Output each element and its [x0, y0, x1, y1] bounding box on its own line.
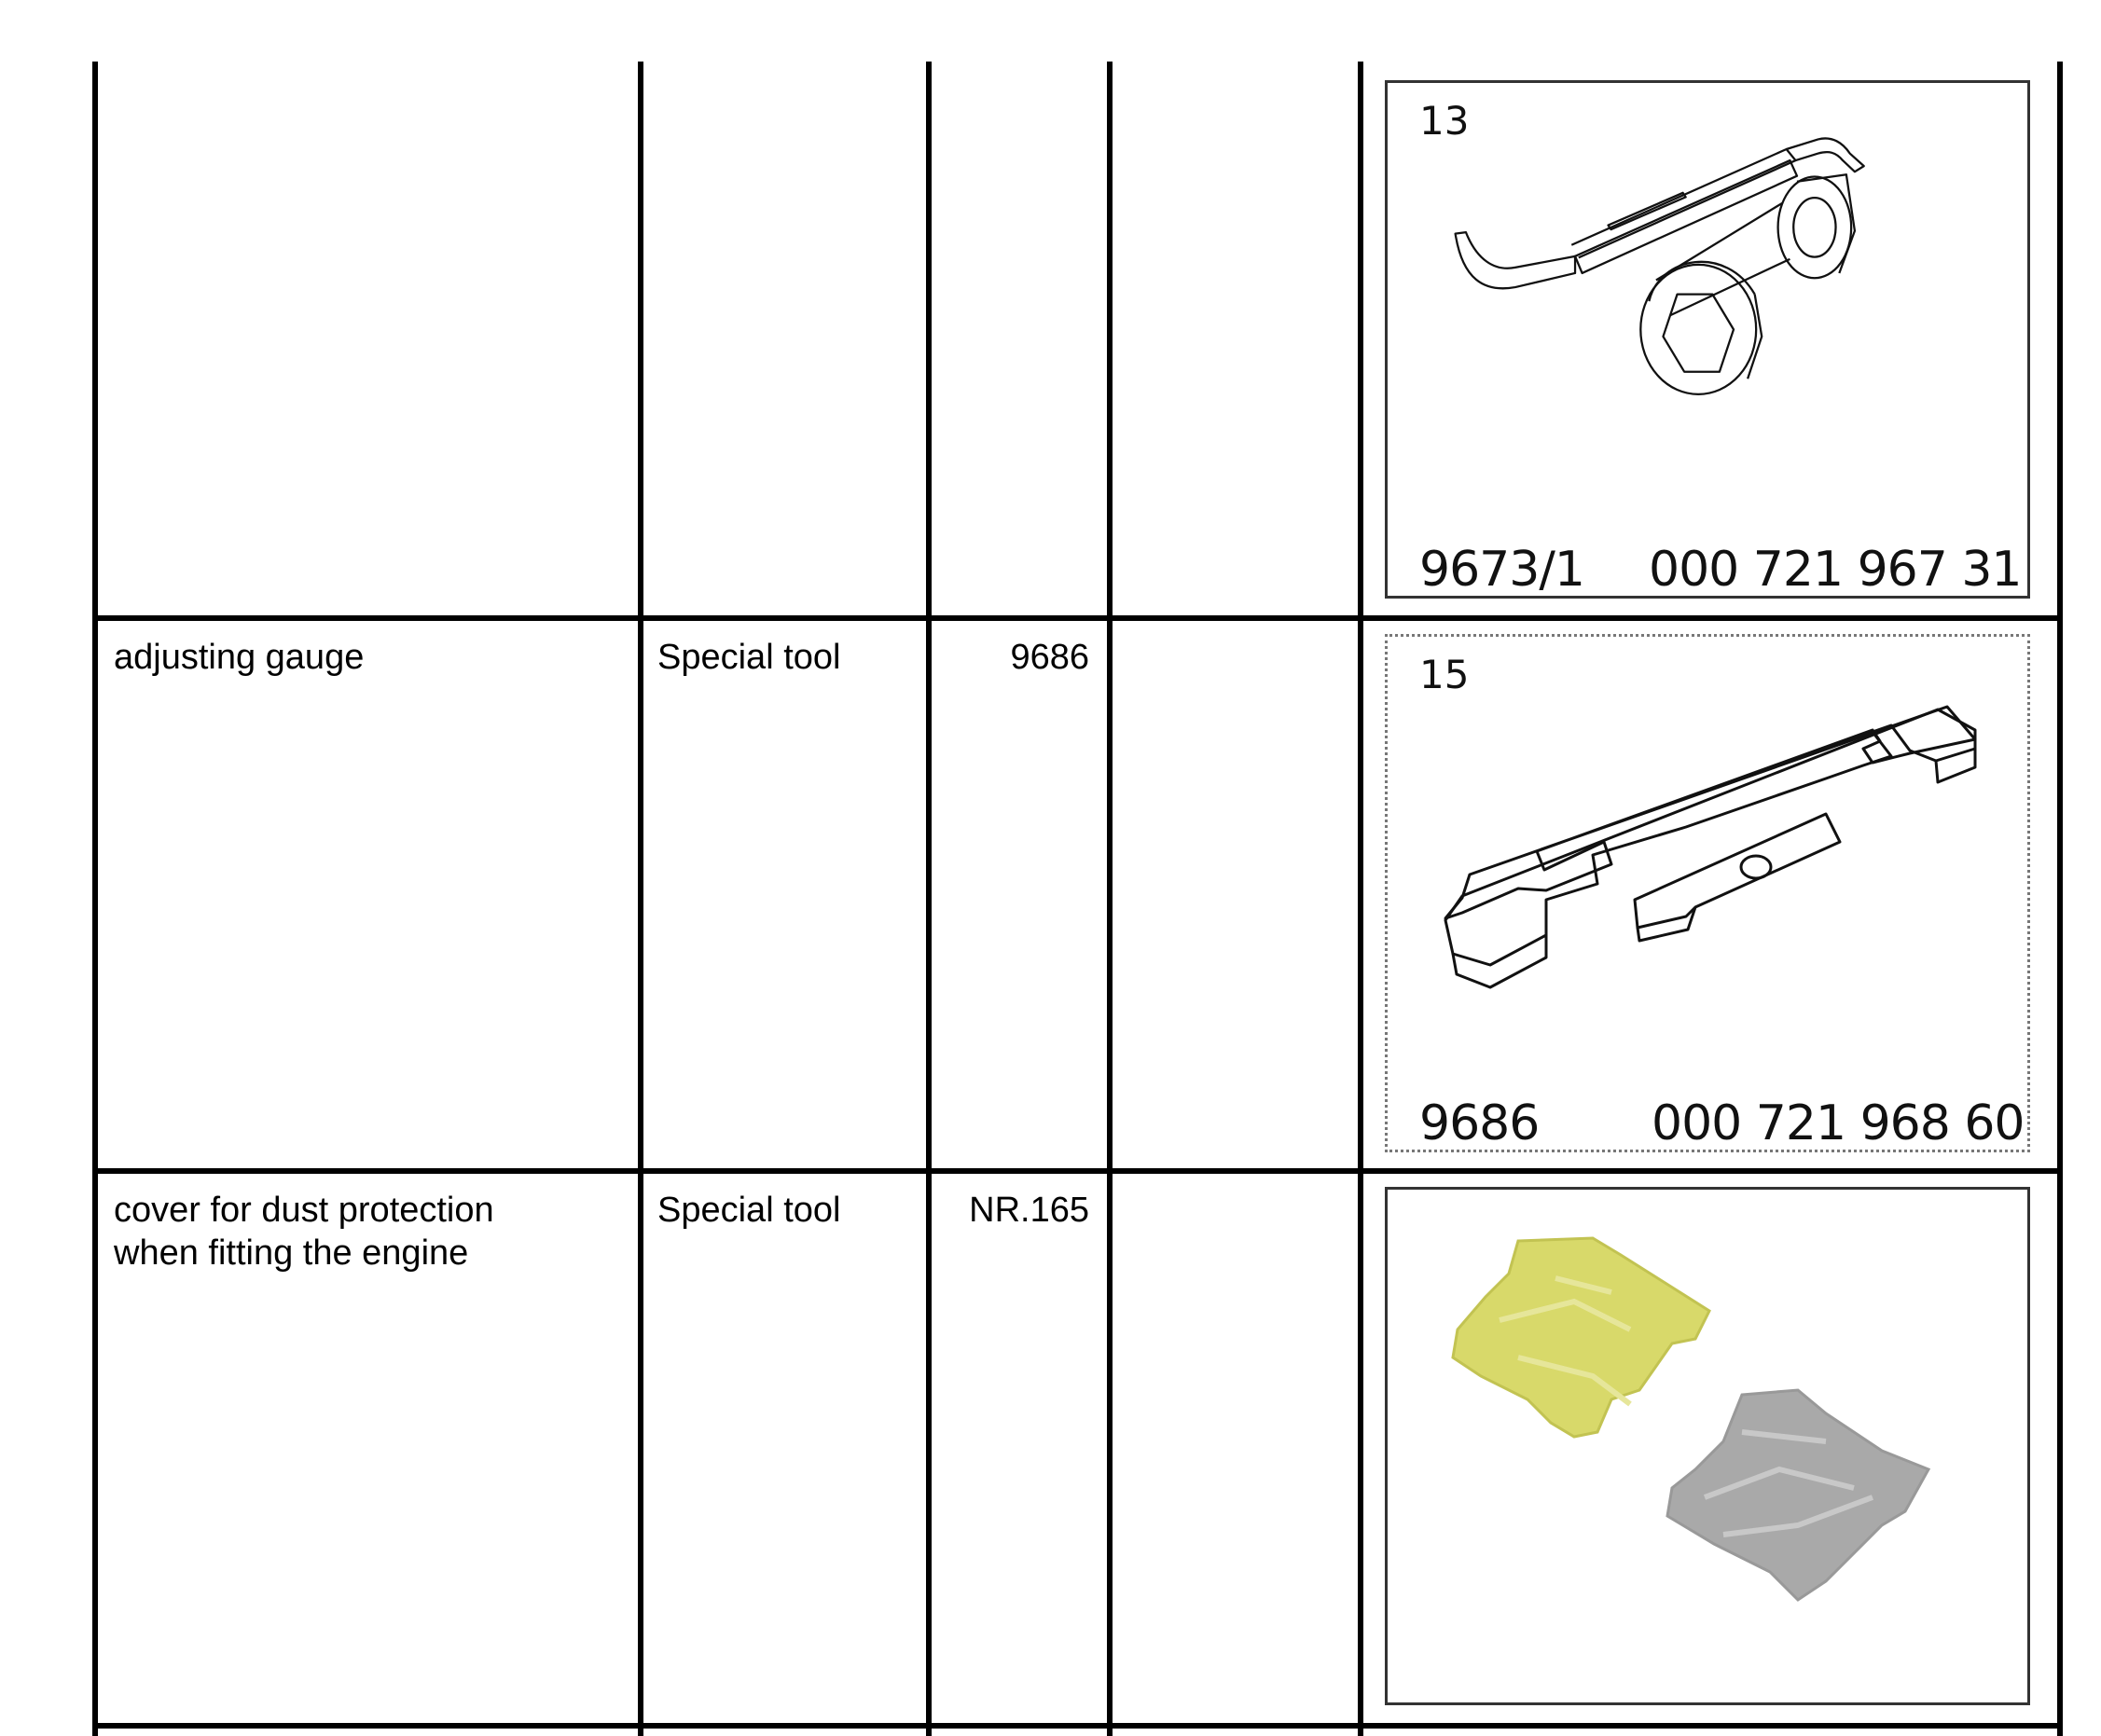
tool-figure-15	[1385, 634, 2030, 1152]
tool-description: cover for dust protection when fitting the engine	[114, 1191, 494, 1273]
tool-number: NR.165	[969, 1191, 1089, 1230]
figure-number: 15	[1419, 652, 1470, 697]
part-number-label: 000 721 968 60	[1652, 1095, 2025, 1151]
adjusting-gauge-drawing-icon	[1388, 637, 2033, 1155]
column-divider	[638, 62, 643, 1736]
part-number-label: 000 721 967 31	[1649, 542, 2022, 598]
table-border-left	[92, 62, 98, 1736]
column-divider	[1358, 62, 1363, 1736]
column-divider	[926, 62, 932, 1736]
tool-description: adjusting gauge	[114, 638, 365, 677]
tool-number: 9686	[1010, 638, 1089, 677]
column-divider	[1107, 62, 1113, 1736]
row-divider	[92, 1168, 2063, 1174]
tool-figure-13	[1385, 80, 2030, 599]
figure-number: 13	[1419, 98, 1470, 144]
socket-wrench-tool-drawing-icon	[1388, 83, 1947, 475]
table-border-bottom	[92, 1723, 2063, 1729]
dust-cover-photo-icon	[1388, 1190, 2033, 1708]
table-border-right	[2057, 62, 2063, 1736]
tool-type: Special tool	[657, 638, 841, 677]
row-divider	[92, 615, 2063, 621]
tool-number-label: 9686	[1419, 1095, 1540, 1151]
tool-figure-dust-cover	[1385, 1187, 2030, 1705]
tool-number-label: 9673/1	[1419, 542, 1584, 598]
tool-type: Special tool	[657, 1191, 841, 1230]
